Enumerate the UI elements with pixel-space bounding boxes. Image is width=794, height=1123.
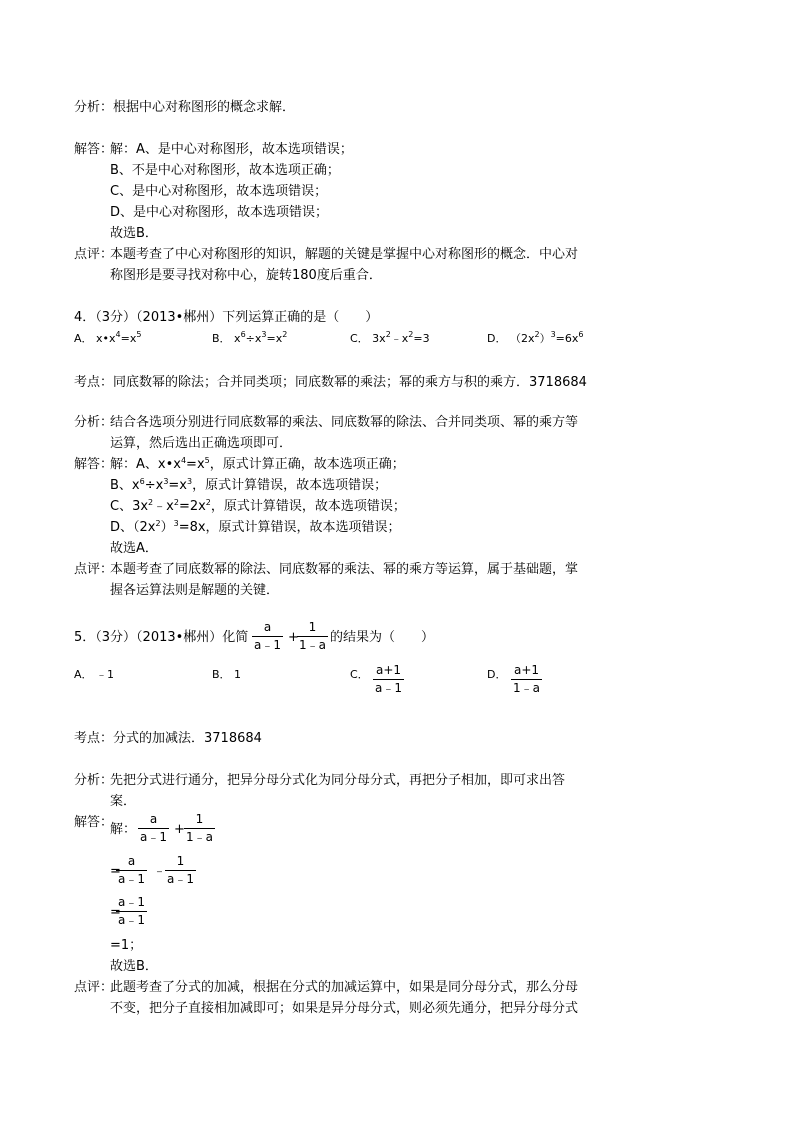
q4-option-a: A． $x•x^4=x^5$ [74, 330, 142, 345]
q5-step1-plus: + [174, 822, 185, 837]
q5-analysis-label: 分析： [74, 773, 114, 788]
q4-title: 4．（3分）（2013•郴州）下列运算正确的是（ ） [74, 310, 379, 325]
q5-option-d-fraction: a+1 1﹣a [513, 663, 540, 695]
q5-step2-fraction-1: a a﹣1 [118, 854, 145, 886]
q5-step3-eq: = [110, 905, 121, 920]
q5-step2-minus: ﹣ [153, 864, 167, 879]
q3-answer-line: D、是中心对称图形，故本选项错误； [110, 205, 329, 220]
q4-comment-line: 握各运算法则是解题的关键． [110, 583, 280, 598]
q5-option-c-label: C． [350, 668, 369, 681]
q5-step1-fraction-1: a a﹣1 [140, 812, 167, 844]
analysis-label: 分析： [74, 100, 114, 115]
q4-answer-line: 故选A． [110, 541, 158, 556]
q5-option-d-label: D． [487, 668, 507, 681]
q4-comment-line: 本题考查了同底数幂的除法、同底数幂的乘法、幂的乘方等运算，属于基础题，掌 [110, 562, 579, 577]
q3-answer-label: 解答： [74, 142, 114, 157]
q5-answer-jie: 解： [110, 822, 137, 837]
q4-answer-line: B、$x^6\div x^3=x^3$，原式计算错误，故本选项错误； [110, 477, 388, 493]
q5-title-fraction-2: 1 1﹣a [299, 620, 326, 652]
q5-result: =1； [110, 938, 143, 953]
q5-choose: 故选B． [110, 959, 158, 974]
q3-comment-line: 本题考查了中心对称图形的知识，解题的关键是掌握中心对称图形的概念．中心对 [110, 247, 579, 262]
q5-title-post: 的结果为（ ） [330, 630, 435, 645]
q5-analysis-line: 先把分式进行通分，把异分母分式化为同分母分式，再把分子相加，即可求出答 [110, 773, 566, 788]
q5-step3-fraction: a﹣1 a﹣1 [118, 895, 145, 927]
q5-kaodian: 考点：分式的加减法．3718684 [74, 731, 262, 746]
q3-answer-line: B、不是中心对称图形，故本选项正确； [110, 163, 340, 178]
q5-comment-line: 不变，把分子直接相加减即可；如果是异分母分式，则必须先通分，把异分母分式 [110, 1001, 579, 1016]
q3-answer-line: C、是中心对称图形，故本选项错误； [110, 184, 328, 199]
q4-analysis-line: 结合各选项分别进行同底数幂的乘法、同底数幂的除法、合并同类项、幂的乘方等 [110, 415, 579, 430]
q4-analysis-label: 分析： [74, 415, 114, 430]
q5-answer-label: 解答： [74, 815, 114, 830]
q3-comment-line: 称图形是要寻找对称中心，旋转180度后重合． [110, 268, 382, 283]
q3-analysis: 分析：根据中心对称图形的概念求解． [74, 100, 296, 115]
q5-title-pre: 5．（3分）（2013•郴州）化简 [74, 630, 249, 645]
q5-step1-fraction-2: 1 1﹣a [186, 812, 213, 844]
q5-analysis-line: 案． [110, 794, 137, 809]
q3-answer-line: 解：A、是中心对称图形，故本选项错误； [110, 142, 353, 157]
q4-option-d: D． $(2x^2)^3=6x^6$ [487, 330, 584, 345]
q4-kaodian: 考点：同底数幂的除法；合并同类项；同底数幂的乘法；幂的乘方与积的乘方．3718684 [74, 375, 587, 390]
q4-analysis-line: 运算，然后选出正确选项即可． [110, 436, 293, 451]
q5-step2-eq: = [110, 864, 121, 879]
q5-option-c-fraction: a+1 a﹣1 [375, 663, 402, 695]
q5-title-plus: + [288, 630, 299, 645]
q5-comment-label: 点评： [74, 980, 114, 995]
q4-option-b: B． $x^6\div x^3=x^2$ [212, 330, 288, 345]
q5-step2-fraction-2: 1 a﹣1 [167, 854, 194, 886]
q5-option-b: B． 1 [212, 668, 242, 681]
q5-title-fraction-1: a a﹣1 [254, 620, 281, 652]
q4-answer-label: 解答： [74, 457, 114, 472]
q4-answer-line: 解：A、$x•x^4=x^5$，原式计算正确，故本选项正确； [110, 456, 405, 472]
q5-comment-line: 此题考查了分式的加减，根据在分式的加减运算中，如果是同分母分式，那么分母 [110, 980, 579, 995]
q4-comment-label: 点评： [74, 562, 114, 577]
q3-answer-line: 故选B． [110, 226, 158, 241]
q4-answer-line: C、$3x^2﹣x^2=2x^2$，原式计算错误，故本选项错误； [110, 498, 406, 514]
q3-comment-label: 点评： [74, 247, 114, 262]
q5-option-a: A． ﹣1 [74, 668, 115, 681]
q4-answer-line: D、$(2x^2)^3=8x$，原式计算错误，故本选项错误； [110, 519, 401, 535]
q4-option-c: C． $3x^2﹣x^2=3$ [350, 330, 430, 345]
